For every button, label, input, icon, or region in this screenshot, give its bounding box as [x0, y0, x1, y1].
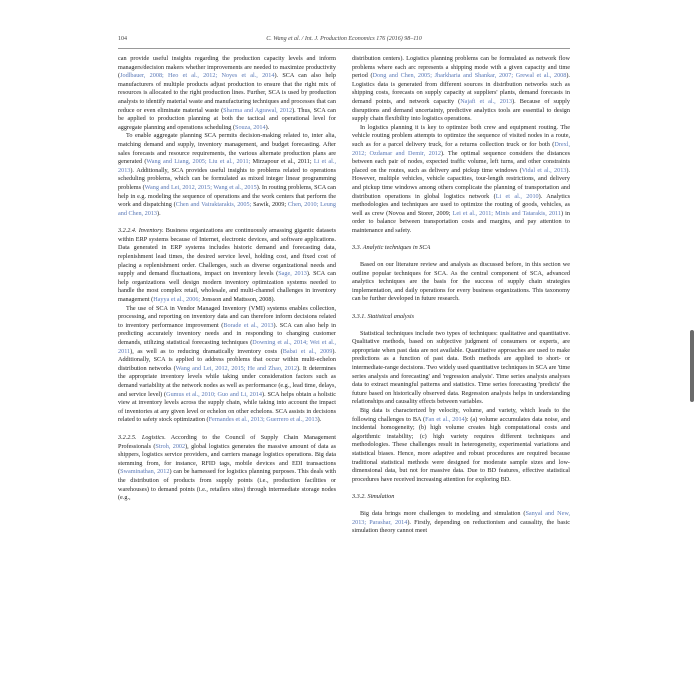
body-text: distribution centers). Logistics planning problems can be formulated as network flow problems where each arc represents a shipping mode with a given capacity and time period (: [352, 55, 570, 80]
body-text: ), as well as to reducing dramatically inventory costs (: [130, 347, 283, 355]
citation-link[interactable]: Jodlbauer, 2008; Heo et al., 2012; Noyes et al., 2014: [120, 72, 275, 80]
paragraph-inventory: [118, 227, 336, 304]
section-heading-3-3-2: 3.3.2. Simulation: [352, 493, 395, 501]
body-text: The use of SCA in Vendor Managed Inventory (VMI) systems enables collection, processing, and reporting on inventory data and can therefore inform decisions related to inventory performance improvement (: [118, 304, 336, 329]
body-text: To enable aggregate planning SCA permits decision-making related to, inter alia, matching demand and supply, inventory management, and budget forecasting. After sales forecasts and resource requirements, the various alternate production plans are generated (: [118, 132, 336, 166]
citation-link[interactable]: Gumus et al., 2010; Guo and Li, 2014: [166, 390, 263, 398]
citation-link[interactable]: Stroh, 2002: [155, 442, 186, 450]
body-text: ). Logistics data is generated from different sources in distribution networks such as shipping costs, forecasts on supply capacity at suppliers' plants, demand forecasts in demand points, and network capacity (: [352, 72, 570, 105]
subsection-heading: 3.2.2.4. Inventory.: [118, 227, 164, 235]
body-text: ): (a) volume accumulates data noise, and incidental homogeneity; (b) high volume creates high computational costs and algorithmic instability; (c) high variety requires different techniques and methodologies. These challenges result in heterogeneity, experimental variations and statistical biases. Hence, more adaptive and robust procedures are required because traditional statistical methods were designed for moderate sample sizes and low-dimensional data, but not for massive data. Due to BD features, effective statistical procedures have received increasing attention for exploring BD.: [352, 415, 570, 483]
citation-link[interactable]: Najafi et al., 2013: [460, 97, 513, 105]
citation-link[interactable]: Vidal et al., 2013: [521, 166, 567, 174]
body-text: Jonsson and Mattsson, 2008).: [200, 296, 276, 304]
citation-link[interactable]: Fernandes et al., 2013; Guerrero et al., 2013: [208, 416, 318, 424]
citation-link[interactable]: Sharma and Agrawal, 2012: [223, 106, 293, 114]
citation-link[interactable]: Sanyal and New, 2013; Parashar, 2014: [352, 509, 570, 526]
body-text: ). SCA helps obtain a holistic view at inventory levels across the supply chain, while taking into account the impact of inventories at any given level or echelon on other echelons. SCA assists in decisions related to safety stock optimization (: [118, 390, 337, 424]
citation-link[interactable]: Downing et al., 2014; Wei et al., 2011: [118, 339, 336, 355]
paragraph: [352, 261, 570, 304]
body-text: ). Analytics methodologies and techniques are used to optimize the routing of goods, vehicles, as well as crew (Novoa and Storer, 2009;: [352, 192, 570, 217]
citation-link[interactable]: Borade et al., 2013: [223, 321, 274, 329]
citation-link[interactable]: Li et al., 2010: [495, 192, 539, 200]
body-text: ). It determines the appropriate inventory levels while taking under consideration factors such as demand variability at the network nodes as well as performance (e.g., lead time, delays, and service level) (: [118, 364, 336, 398]
body-text: Sawik, 2009;: [251, 201, 288, 209]
body-text: Business organizations are continuously amassing gigantic datasets within ERP systems because of Internet, electronic devices, and software applications. Data generated in ERP systems includes historic demand and forecasting data, replenishment lead times, the desired service level, holding cost, and fixed cost of placing a replenishment order. Challenges, such as diverse organizational needs and supply and demand fluctuations, impact on inventory levels (: [118, 227, 336, 278]
running-header: [118, 36, 570, 49]
citation-link[interactable]: Wang and Lei, 2012, 2015; He and Zhao, 2012: [175, 364, 298, 372]
body-text: ). SCA can help organizations well design modern inventory optimization systems needed to handle the most complex retail, wholesale, and multi-channel challenges in inventory management (: [118, 270, 337, 304]
citation-link[interactable]: Sage, 2013: [278, 270, 307, 278]
body-text: ). In routing problems, SCA can help in e.g. modeling the sequence of operations and the work centers that perform the work and dispatching (: [118, 183, 336, 209]
journal-citation: C. Wang et al. / Int. J. Production Economics 176 (2016) 98–110: [266, 36, 422, 42]
citation-link[interactable]: Hayya et al., 2006;: [153, 296, 201, 304]
paragraph: [352, 510, 570, 536]
body-text: ).: [157, 209, 161, 217]
body-text: ). Thus, SCA can be applied to production planning at both the tactical and operational level for aggregate planning and operations scheduling (: [118, 106, 336, 131]
page-number: 104: [118, 36, 127, 42]
citation-link[interactable]: Chen and Vairaktarakis, 2005;: [175, 201, 252, 209]
citation-link[interactable]: Chen, 2010; Leung and Chen, 2013: [118, 201, 336, 217]
citation-link[interactable]: Wang and Lei, 2012, 2015; Wang et al., 2015: [144, 183, 257, 191]
body-text: ). However, multiple vehicles, vehicle capacities, tour-length restrictions, and delivery and pickup time windows among others complicate the planning of transportation and distribution operations in global logistics network (: [352, 166, 570, 200]
subsection-heading: 3.2.2.5. Logistics.: [118, 433, 166, 441]
section-heading-3-3: 3.3. Analytic techniques in SCA: [352, 244, 431, 252]
citation-link[interactable]: Swaminathan, 2012: [120, 468, 170, 476]
citation-link[interactable]: Babai et al., 2009: [282, 347, 333, 355]
body-text: ). The optimal sequence considers the distances between each pair of nodes, expected traffic volume, left turns, and other constraints placed on the routes, such as delivery and pickup time windows (: [352, 149, 570, 174]
body-text: ), global logistics generates the massive amount of data as shippers, logistics service providers, and carriers manage logistics operations. Big data stemming from, for instance, RFID tags, mobile devices and EDI transactions (: [118, 442, 336, 476]
body-text: ). Firstly, depending on reductionism and causality, the basic simulation theory cannot meet: [352, 518, 570, 535]
paragraph: [352, 55, 570, 124]
citation-link[interactable]: Souza, 2014: [235, 123, 266, 131]
body-text: In logistics planning it is key to optimize both crew and equipment routing. The vehicle routing problem attempts to optimize the sequence of visited nodes in a route, such as for a parcel delivery truck, for a returns collection truck or for both (: [352, 123, 570, 148]
body-text: Based on our literature review and analysis as discussed before, in this section we outline popular techniques for SCA. As the central component of SCA, advanced analytics techniques are the basis for the success of supply chain strategies implementation, and daily operations for every business organizations. This taxonomy can be further developed in future research.: [352, 261, 570, 303]
scrollbar-thumb[interactable]: [690, 330, 694, 402]
body-text: ) in order to balance between transportation costs and margins, and pay attention to maintenance and safety.: [352, 209, 570, 234]
body-text: ). SCA can also help in predicting accurately inventory needs and in responding to changing customer demands, utilizing statistical forecasting techniques (: [118, 321, 336, 346]
body-text: ). SCA can also help manufacturers of multiple products adjust production to ensure that the right mix of resources is allocated to the right production lines. Further, SCA is used by production analysts to identify material waste and manufacturing techniques and processes that can reduce or even eliminate material waste (: [118, 72, 336, 114]
body-text: Big data brings more challenges to modeling and simulation (: [360, 509, 526, 517]
body-text: ). Additionally, SCA is applied to address problems that occur within multi-echelon distribution networks (: [118, 347, 336, 372]
body-text: ). Additionally, SCA provides useful insights to problems related to operations scheduling problems, which can be formulated as mixed integer linear programming problems (: [118, 166, 336, 191]
paragraph: [118, 55, 336, 132]
citation-link[interactable]: Fan et al., 2014: [425, 415, 465, 423]
paragraph: [118, 305, 336, 425]
paragraph-logistics: [118, 434, 336, 503]
citation-link[interactable]: Wang and Liang, 2005; Liu et al., 2011;: [146, 158, 251, 166]
body-text: ).: [317, 416, 322, 424]
citation-link[interactable]: Lei et al., 2011; Minis and Tatarakis, 2011: [452, 209, 561, 217]
citation-link[interactable]: Li et al., 2013: [118, 158, 336, 174]
section-heading-3-3-1: 3.3.1. Statistical analysis: [352, 313, 415, 321]
paragraph: [352, 124, 570, 236]
body-text: Statistical techniques include two types of techniques: qualitative and quantitative. Qualitative methods, based on subjective judgment of consumers or experts, are appropriate when past data are not available. Quantitative approaches are used to make predictions as a function of past data. Both methods are applied to short- or intermediate-range decisions. Two widely used quantitative techniques in SCA are 'time series analysis and forecasting' and 'regression analysis'. Time series analysis analyses data to extract meaningful patterns and statistics. Time series forecasting 'predicts' the future based on historically observed data. Regression analysis helps in understanding relationships and causality effects between variables.: [352, 329, 570, 406]
citation-link[interactable]: Drexl, 2012; Ozdamar and Demir, 2012: [352, 140, 570, 157]
body-text: ) can be harnessed for logistics planning purposes. This deals with the distribution of products from supply points (i.e., production facilities or warehouses) to demand points (i.e., retailers sites) through intermediate storage nodes (e.g.,: [118, 468, 336, 502]
body-text: Big data is characterized by velocity, volume, and variety, which leads to the following challenges to BA (: [352, 406, 570, 423]
left-column: [118, 55, 336, 503]
body-text: Mirzapour et al., 2011;: [250, 158, 314, 166]
body-text: According to the Council of Supply Chain Management Professionals (: [118, 433, 336, 450]
body-text: ). Because of supply disruptions and demand uncertainty, predictive analytics tools are essential to design supply chain flexibility into logistics operations.: [352, 97, 570, 123]
body-text: ).: [265, 123, 270, 131]
citation-link[interactable]: Dong and Chen, 2005; Jharkharia and Shankar, 2007; Grewal et al., 2008: [372, 72, 567, 80]
paragraph: [352, 407, 570, 484]
right-column: [352, 55, 570, 536]
body-text: can provide useful insights regarding the production capacity levels and inform managers/decision makers whether improvements are needed to maximize productivity (: [118, 55, 336, 80]
paragraph: [352, 330, 570, 407]
paragraph: [118, 132, 336, 218]
